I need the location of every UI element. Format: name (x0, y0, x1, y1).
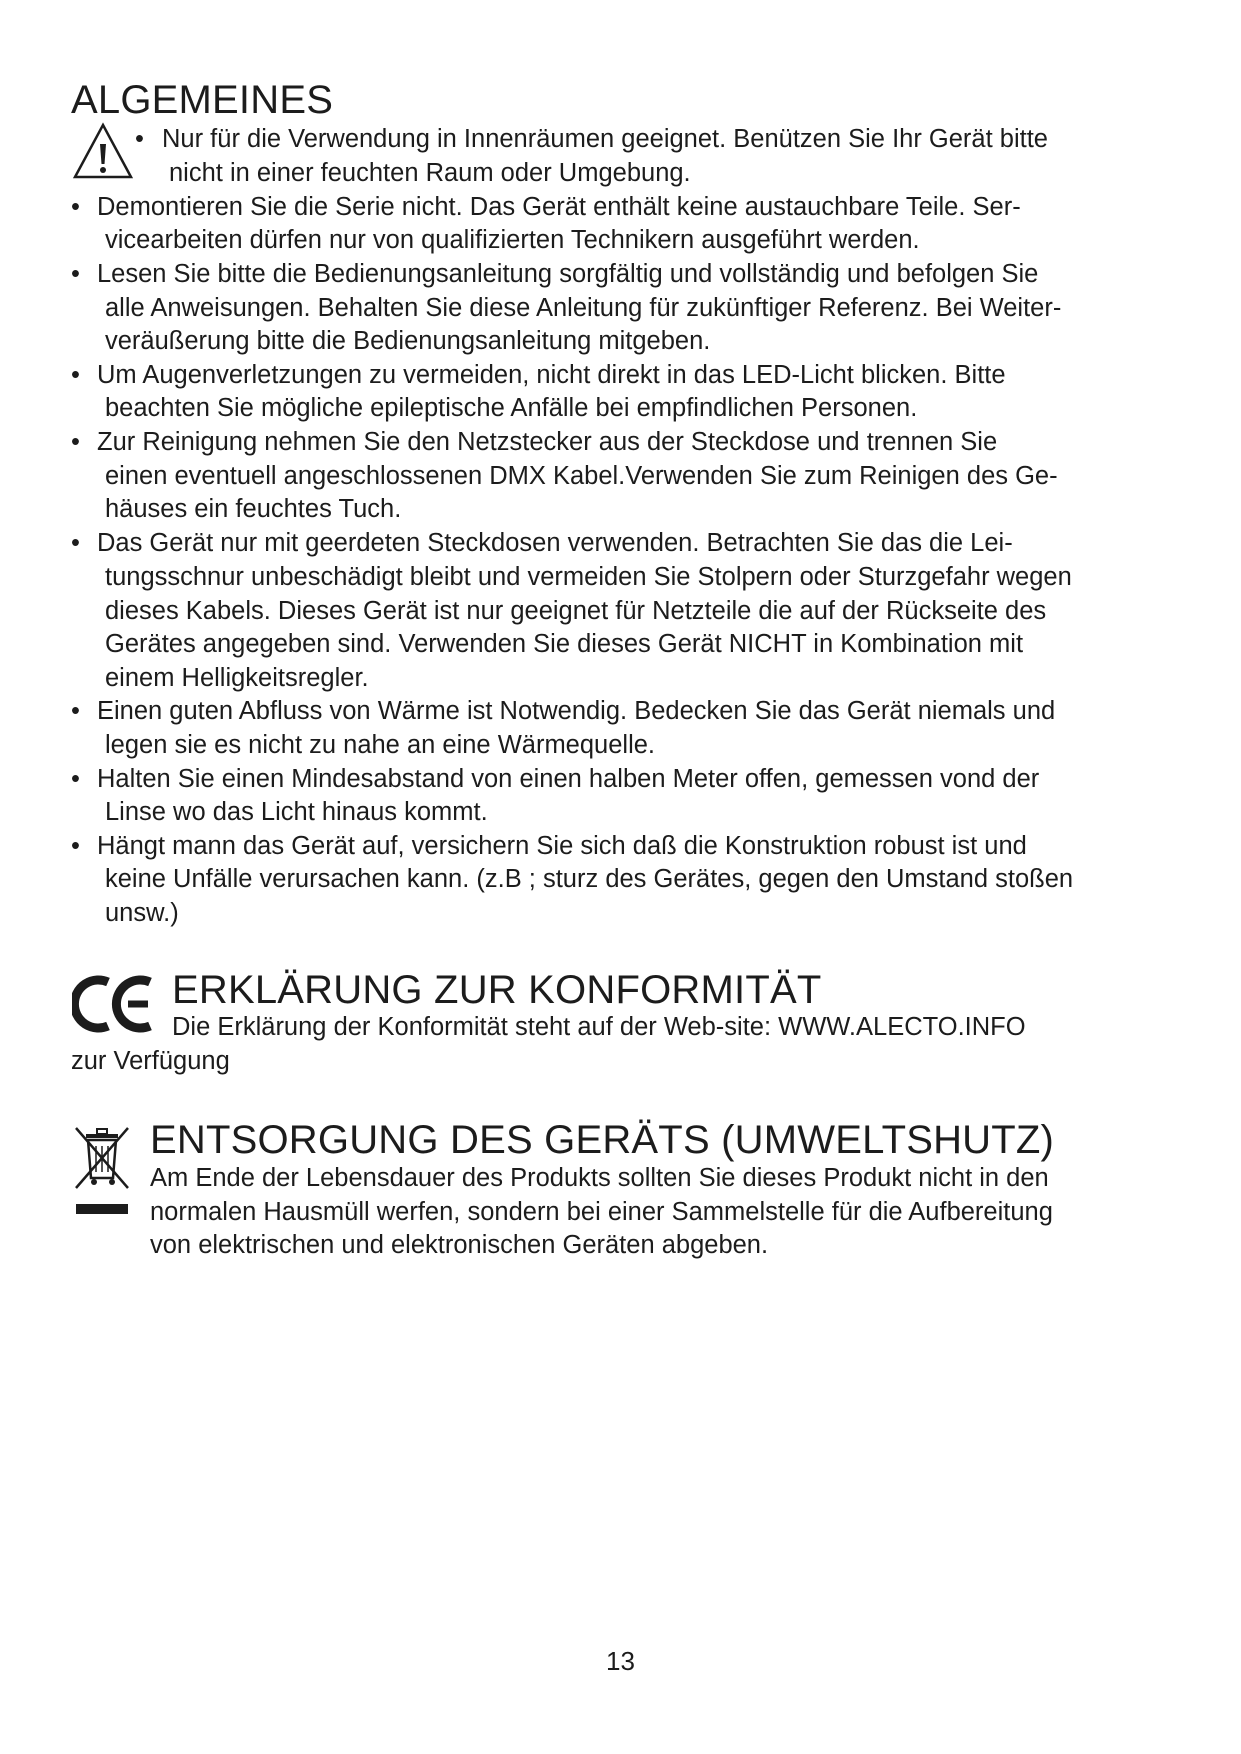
list-item-line: dieses Kabels. Dieses Gerät ist nur geeignet für Netzteile die auf der Rückseite des (105, 597, 1047, 625)
bullet-marker: • (71, 193, 80, 221)
list-item-line: Lesen Sie bitte die Bedienungsanleitung sorgfältig und vollständig und befolgen Sie (97, 260, 1039, 288)
list-item-line: Einen guten Abfluss von Wärme ist Notwendig. Bedecken Sie das Gerät niemals und (97, 697, 1056, 725)
list-item-line: tungsschnur unbeschädigt bleibt und vermeiden Sie Stolpern oder Sturzgefahr wegen (105, 563, 1072, 591)
conformity-text-line: Die Erklärung der Konformität steht auf der Web-site: WWW.ALECTO.INFO (172, 1013, 1026, 1041)
list-item-line: Zur Reinigung nehmen Sie den Netzstecker aus der Steckdose und trennen Sie (97, 428, 998, 456)
list-item-line: einem Helligkeitsregler. (105, 664, 369, 692)
list-item-line: nicht in einer feuchten Raum oder Umgebung. (169, 159, 691, 187)
bullet-marker: • (71, 361, 80, 389)
section-title-conformity: ERKLÄRUNG ZUR KONFORMITÄT (172, 968, 822, 1012)
bullet-marker: • (71, 529, 80, 557)
bullet-marker: • (135, 125, 144, 153)
list-item-line: Um Augenverletzungen zu vermeiden, nicht direkt in das LED-Licht blicken. Bitte (97, 361, 1006, 389)
list-item-line: veräußerung bitte die Bedienungsanleitung mitgeben. (105, 327, 711, 355)
warning-triangle-icon (72, 122, 134, 180)
bullet-marker: • (71, 832, 80, 860)
list-item-line: keine Unfälle verursachen kann. (z.B ; sturz des Gerätes, gegen den Umstand stoßen (105, 865, 1074, 893)
list-item-line: Demontieren Sie die Serie nicht. Das Gerät enthält keine austauchbare Teile. Ser- (97, 193, 1021, 221)
list-item-line: beachten Sie mögliche epileptische Anfälle bei empfindlichen Personen. (105, 394, 918, 422)
section-title-general: ALGEMEINES (71, 78, 334, 122)
section-title-disposal: ENTSORGUNG DES GERÄTS (UMWELTSHUTZ) (150, 1118, 1055, 1162)
list-item-line: Hängt mann das Gerät auf, versichern Sie sich daß die Konstruktion robust ist und (97, 832, 1027, 860)
bullet-marker: • (71, 765, 80, 793)
conformity-text-line: zur Verfügung (71, 1047, 230, 1075)
disposal-text-line: normalen Hausmüll werfen, sondern bei einer Sammelstelle für die Aufbereitung (150, 1198, 1053, 1226)
list-item-line: einen eventuell angeschlossenen DMX Kabel.Verwenden Sie zum Reinigen des Ge- (105, 462, 1058, 490)
bullet-marker: • (71, 428, 80, 456)
list-item-line: Linse wo das Licht hinaus kommt. (105, 798, 488, 826)
list-item-line: Halten Sie einen Mindesabstand von einen halben Meter offen, gemessen vond der (97, 765, 1040, 793)
crossed-out-wheelie-bin-icon (72, 1124, 134, 1222)
bullet-marker: • (71, 260, 80, 288)
bullet-marker: • (71, 697, 80, 725)
ce-mark-icon (72, 972, 156, 1036)
list-item-line: unsw.) (105, 899, 179, 927)
list-item-line: Das Gerät nur mit geerdeten Steckdosen verwenden. Betrachten Sie das die Lei- (97, 529, 1013, 557)
disposal-text-line: Am Ende der Lebensdauer des Produkts sollten Sie dieses Produkt nicht in den (150, 1164, 1049, 1192)
page-number: 13 (606, 1646, 635, 1676)
list-item-line: Gerätes angegeben sind. Verwenden Sie dieses Gerät NICHT in Kombination mit (105, 630, 1024, 658)
disposal-text-line: von elektrischen und elektronischen Geräten abgeben. (150, 1231, 769, 1259)
list-item-line: legen sie es nicht zu nahe an eine Wärmequelle. (105, 731, 656, 759)
list-item-line: alle Anweisungen. Behalten Sie diese Anleitung für zukünftiger Referenz. Bei Weiter- (105, 294, 1062, 322)
list-item-line: Nur für die Verwendung in Innenräumen geeignet. Benützen Sie Ihr Gerät bitte (162, 125, 1048, 153)
list-item-line: vicearbeiten dürfen nur von qualifizierten Technikern ausgeführt werden. (105, 226, 920, 254)
list-item-line: häuses ein feuchtes Tuch. (105, 495, 402, 523)
